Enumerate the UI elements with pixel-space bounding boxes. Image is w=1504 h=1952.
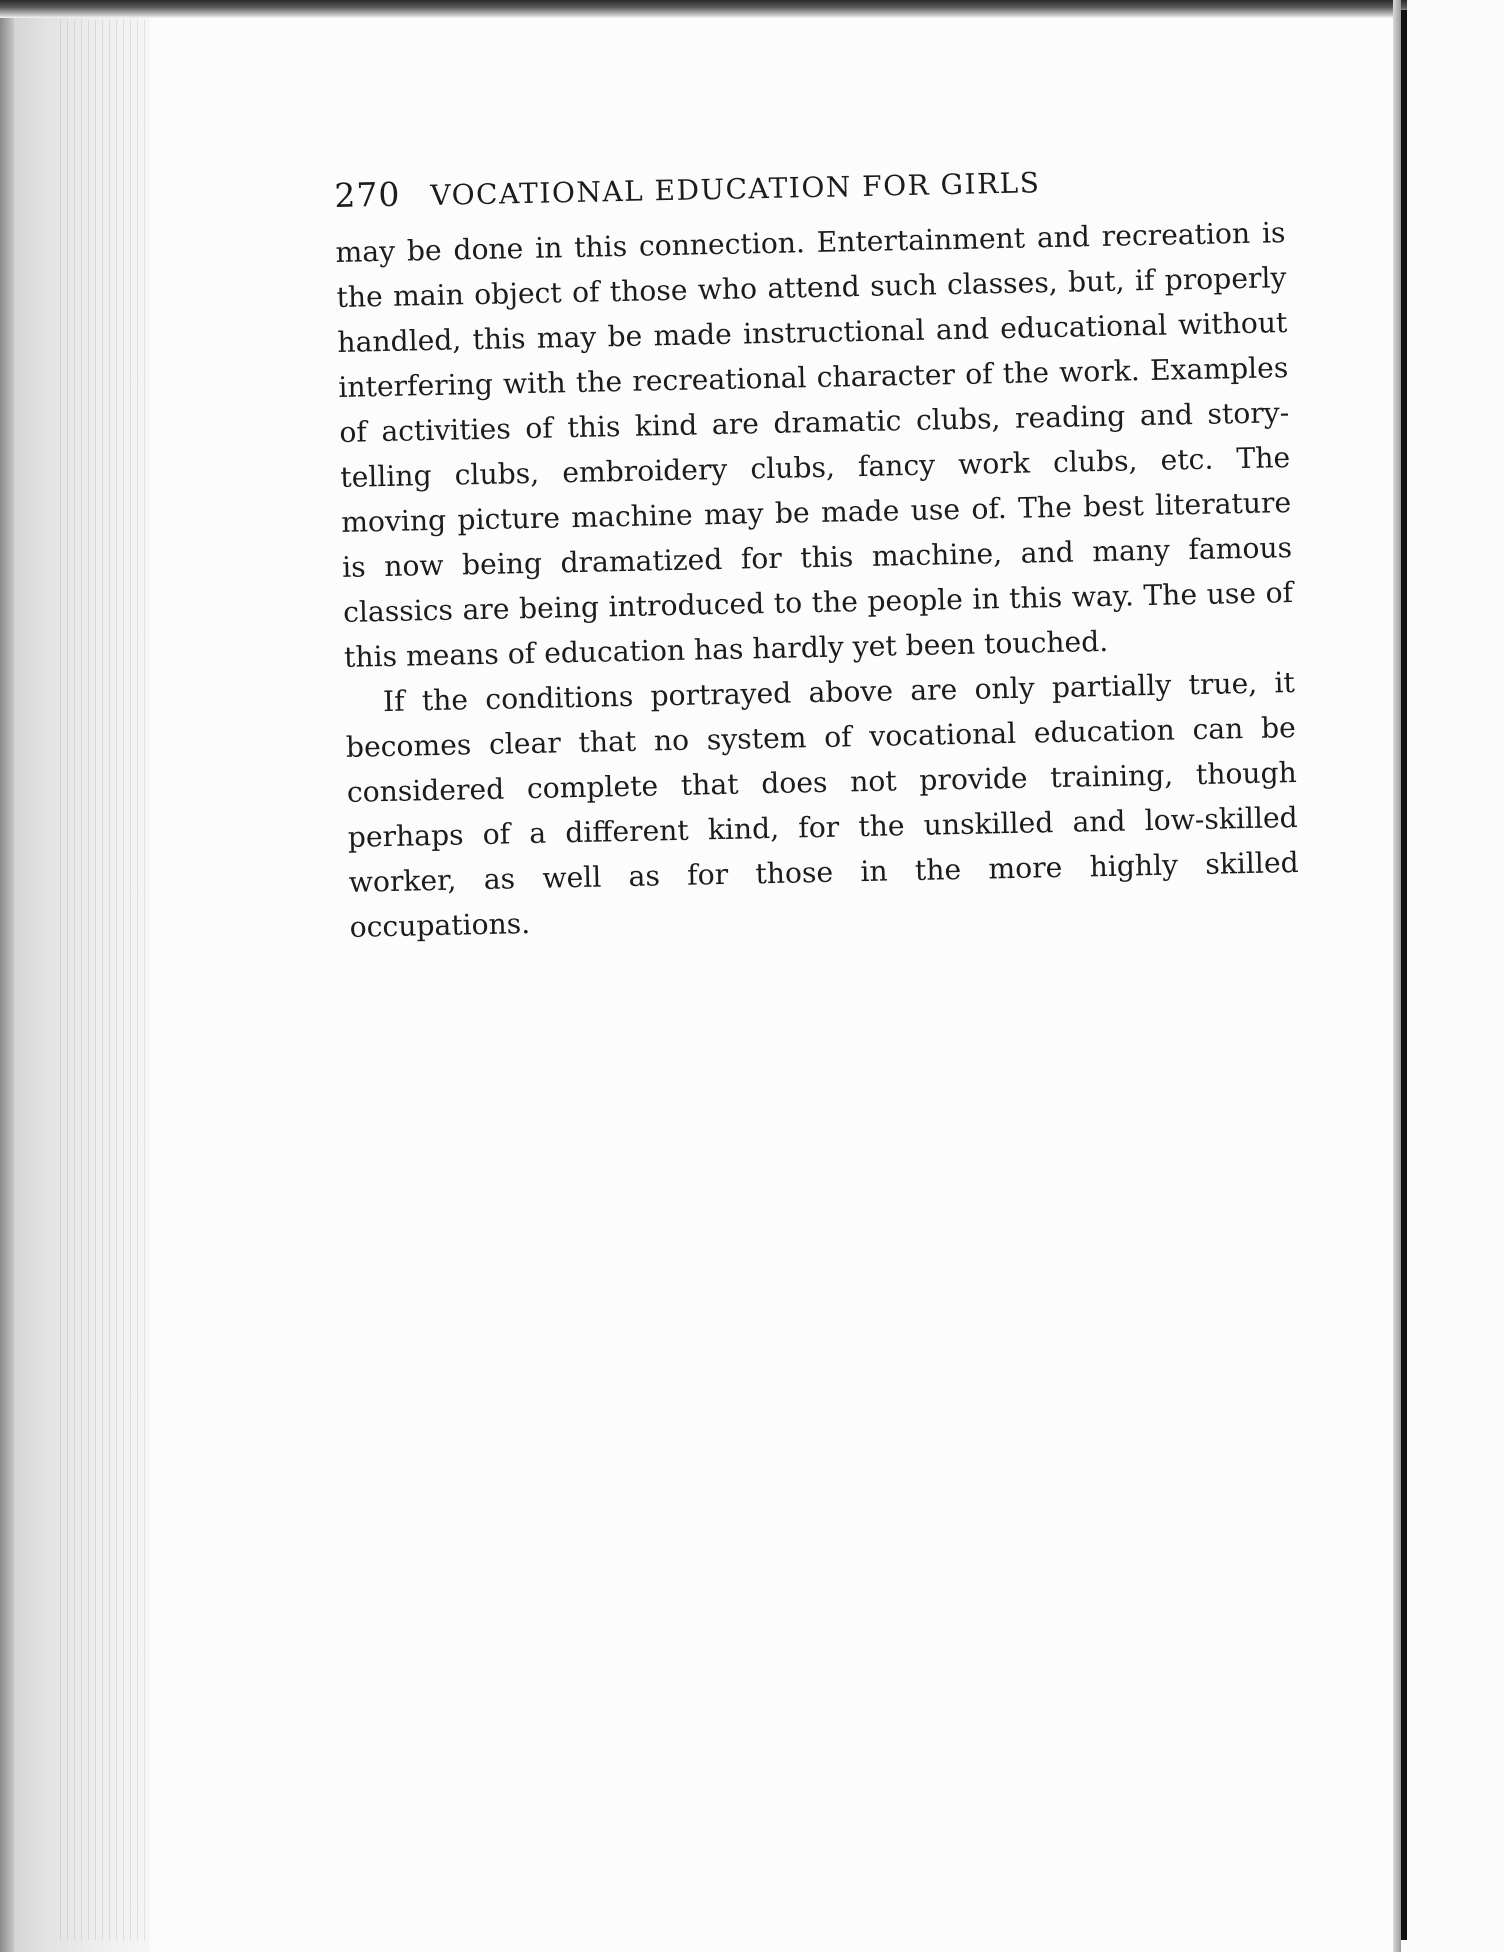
- body-paragraph-2: If the conditions portrayed above are only partially true, it becomes clear that no system of vocational education can be considered complete that does not provide training, though perhaps of a different kind, for the unskilled and low-skilled worker, as well as for those in the more highly skilled occupations.: [345, 665, 1299, 944]
- page-number: 270: [334, 174, 401, 215]
- page-text-block: [334, 156, 1300, 950]
- body-paragraph-1: may be done in this connection. Entertainment and recreation is the main object of those who attend such classes, but, if properly handled, this may be made instructional and educational without interfering with the recreational character of the work. Examples of activities of this kind are dramatic clubs, reading and story-telling clubs, embroidery clubs, fancy work clubs, etc. The moving picture machine may be made use of. The best literature is now being dramatized for this machine, and many famous classics are being introduced to the people in this way. The use of this means of education has hardly yet been touched.: [335, 216, 1294, 674]
- facing-page-edge: [1407, 0, 1504, 1952]
- running-title: VOCATIONAL EDUCATION FOR GIRLS: [430, 166, 1041, 212]
- book-gutter: [1393, 0, 1401, 1952]
- top-shadow: [0, 0, 1504, 18]
- page-edge-lines: [60, 20, 150, 1940]
